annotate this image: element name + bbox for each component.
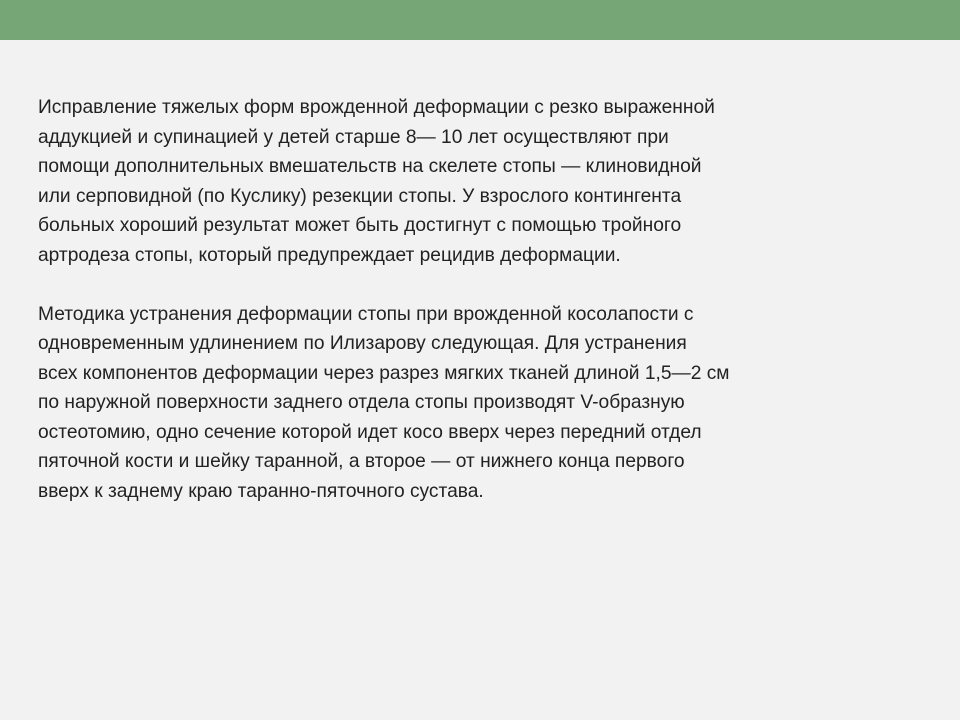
paragraph-1-line: аддукцией и супинацией у детей старше 8— 10 лет осуществляют при bbox=[38, 126, 669, 148]
paragraph-2-line: по наружной поверхности заднего отдела стопы производят V-образную bbox=[38, 392, 685, 413]
paragraph-2-line: одновременным удлинением по Илизарову следующая. Для устранения bbox=[38, 333, 687, 354]
slide-body bbox=[38, 93, 928, 506]
paragraph-2-line: вверх к заднему краю таранно-пяточного сустава. bbox=[38, 480, 484, 502]
paragraph-1 bbox=[38, 93, 928, 270]
paragraph-1-line: артродеза стопы, который предупреждает рецидив деформации. bbox=[38, 244, 621, 266]
paragraph-2 bbox=[38, 300, 928, 507]
slide-header-bar bbox=[0, 0, 960, 40]
paragraph-1-line: помощи дополнительных вмешательств на скелете стопы — клиновидной bbox=[38, 156, 702, 177]
paragraph-1-line: больных хороший результат может быть достигнут с помощью тройного bbox=[38, 215, 682, 236]
paragraph-2-line: пяточной кости и шейку таранной, а второе — от нижнего конца первого bbox=[38, 451, 685, 472]
paragraph-2-line: остеотомию, одно сечение которой идет косо вверх через передний отдел bbox=[38, 421, 702, 443]
paragraph-2-line: Методика устранения деформации стопы при врожденной косолапости с bbox=[38, 303, 694, 325]
paragraph-2-line: всех компонентов деформации через разрез мягких тканей длиной 1,5—2 см bbox=[38, 362, 730, 384]
paragraph-1-line: или серповидной (по Куслику) резекции стопы. У взрослого контингента bbox=[38, 185, 682, 207]
paragraph-1-line: Исправление тяжелых форм врожденной деформации с резко выраженной bbox=[38, 97, 715, 118]
